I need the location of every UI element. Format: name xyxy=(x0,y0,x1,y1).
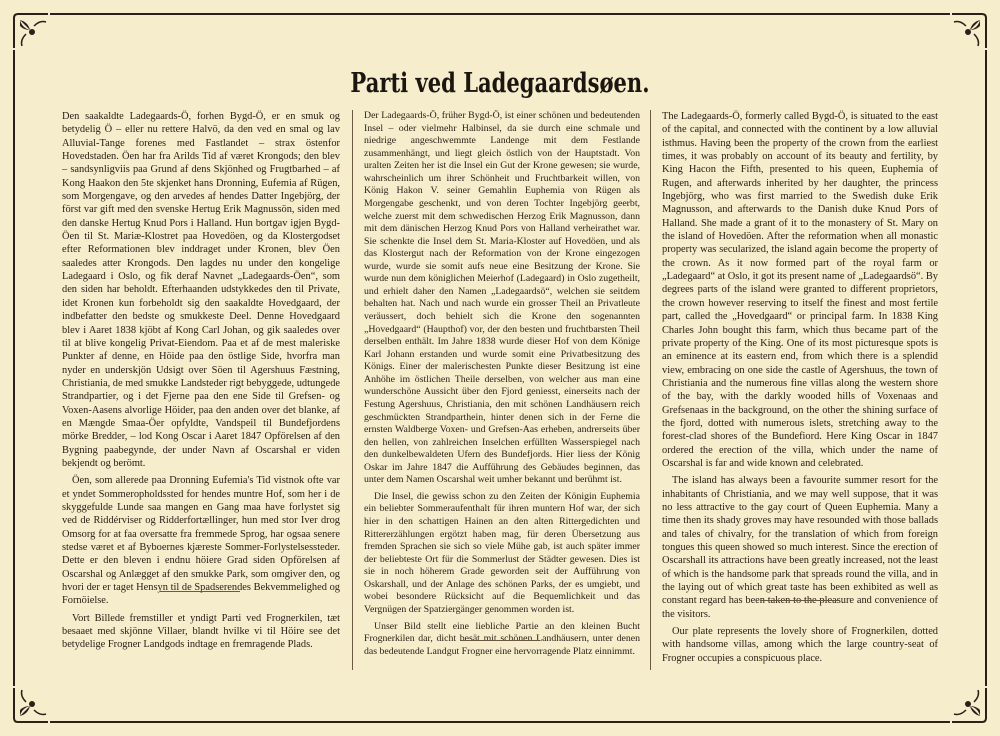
corner-ornament-icon xyxy=(12,12,50,50)
paragraph: Our plate represents the lovely shore of Frognerkilen, dotted with handsome villas, among which the large country-seat of Frogner occupies a conspicuous place. xyxy=(662,626,938,664)
paragraph: Öen, som allerede paa Dronning Eufemia's Tid vistnok ofte var et yndet Sommeropholdssted for hendes muntre Hof, som her i de skyggefulde Lunde saa mangen en Gang maa have forlystet sig ved de Riddérviser og Ridderfortællinger, hun med stor Iver drog Omsorg for at faa oversatte fra fremmede Sprog, har ogsaa senere stedse været et af Byboernes kjæreste Sommer-Forlystelsessteder. Dette er den bleven i endnu höiere Grad siden Opförelsen af Oscarshal og Anlægget af den smukke Park, som omgiver den, og hvori der er taget Hensyn til de Spadserendes Bekvemmelighed og Fornöielse. xyxy=(62,475,340,607)
column-divider xyxy=(352,110,353,670)
column-end-rule xyxy=(760,600,840,601)
paragraph: The island has always been a favourite summer resort for the inhabitants of Christiania, and we may well suppose, that it was no less attractive to the gay court of Queen Euphemia. Many a time then its shady groves may have resounded with those ballads and tales of chivalry, for the translation of which from foreign tongues this queen showed so much interest. Since the erection of Oscarshall its attractions have been greatly increased, not the least of which is the handsome park that spreads round the villa, and in the laying out of which great taste has been exhibited as well as constant regard has been taken to the pleasure and convenience of the visitors. xyxy=(662,475,938,620)
bottom-border-line xyxy=(50,721,950,723)
page-title: Parti ved Ladegaardsøen. xyxy=(350,68,650,99)
right-border-line xyxy=(985,50,987,686)
paragraph: Vort Billede fremstiller et yndigt Parti ved Frognerkilen, tæt besaaet med skjönne Villaer, blandt hvilke vi til Höire see det betydelige Frogner Landgods indtage en fremragende Plads. xyxy=(62,612,340,651)
german-text-column xyxy=(364,110,640,662)
paragraph: Der Ladegaards-Ö, früher Bygd-Ö, ist einer schönen und bedeutenden Insel – oder vielmehr Halbinsel, da sie durch eine schmale und niedrige angeschwemmte Landenge mit dem Festlande zusammenhängt, und liegt gleich östlich von der Hauptstadt. Von uralten Zeiten her ist die Insel ein Gut der Krone gewesen; sie wurde, wahrscheinlich um ihrer Schönheit und Fruchtbarkeit willen, von König Hakon V. seiner Gemahlin Euphemia von Rügen als Morgengabe geschenkt, und von deren Tochter Ingebjörg geerbt, welche zuerst mit dem schwedischen Herzog Erik Magnusson, dann mit dem dänischen Herzog Knud Pors von Halland verheirathet war. Sie schenkte die Insel dem St. Maria-Kloster auf Hovedöen, und als das Klostergut nach der Reformation von der Krone eingezogen wurde, wurde sie somit aufs neue eine Besitzung der Krone. Sie wurde nun dem königlichen Meierhof (Ladegaard) in Oslo zugetheilt, und erhielt daher den Namen „Ladegaardsö“, welchen sie seitdem behalten hat. Nach und nach wurde ein grosser Theil an Privatleute veräussert, doch behielt sich die Krone den sogenannten „Hovedgaard“ (Haupthof) vor, der den besten und fruchtbarsten Theil derselben enthält. Im Jahre 1838 wurde dieser Hof von dem Könige Karl Johann erstanden und wurde somit eine Privatbesitzung des Königs. Einer der malerischesten Punkte dieser Besitzung ist eine Anhöhe im östlichen Theile derselben, von welcher aus man eine wunderschöne Aussicht über den Fjord geniesst, einerseits nach der Festung Agershuus, Christiania, den mit schönen Landhäusern reich geschmückten Strandparthein, hinter denen sich in der Ferne die ernsten Waldberge Voxen- und Grefsen-Aas erheben, andrerseits über den hellen, von zahlreichen Inselchen erfüllten Wasserspiegel nach den dunkelbewaldeten Ufern des Bundefjords. Hier liess der König Oskar im Jahre 1847 die Aufführung des Gebäudes beginnen, das unter dem Namen Oscarshal weit umher bekannt und berühmt ist. xyxy=(364,110,640,486)
column-end-rule xyxy=(460,640,540,641)
paragraph: Unser Bild stellt eine liebliche Partie an den kleinen Bucht Frognerkilen dar, dicht besät mit schönen Landhäusern, unter denen das bedeutende Landgut Frogner eine hervorragende Platz einnimmt. xyxy=(364,620,640,657)
english-text-column xyxy=(662,110,938,669)
corner-ornament-icon xyxy=(950,12,988,50)
top-border-line xyxy=(50,13,950,15)
left-border-line xyxy=(13,50,15,686)
paragraph: The Ladegaards-Ö, formerly called Bygd-Ö, is situated to the east of the capital, and connected with the continent by a low alluvial isthmus. Having been the property of the crown from the earliest times, it was probably on account of its beauty and fertility, by King Hacon the Fifth, presented to his queen, Euphemia of Rugen, and afterwards inherited by her daughter, the princess Ingebjörg, who was first married to the Swedish duke Erik Magnusson, and afterwards to the Danish duke Knud Pors of Halland. She made a grant of it to the monastery of St. Mary on the island of Hovedöen. After the reformation when all monastic property was secularized, the island again become the property of the crown. As it now formed part of the royal farm or „Ladegaard“ at Oslo, it got its present name of „Ladegaardsö“. By degrees parts of the island were granted to different proprietors, the crown however reserving to itself the finest and most fertile part, called the „Hovedgaard“ or principal farm. In 1838 King Charles John bought this farm, which thus became part of the private property of the King. One of its most picturesque spots is an eminence at its eastern end, from which there is a splendid view, embracing on one side the castle of Agershuus, the town of Christiania and the numerous fine villas along the western shore of the bay, with the darkly wooded hills of Voxenaas and Grefsenaas in the background, on the other the shining surface of the fjord, dotted with numerous islets, stretching away to the forest-clad shores of the Bundefiord. Here King Oscar in 1847 ordered the erection of the villa, which under the name of Oscarshal is far and wide known and celebrated. xyxy=(662,111,938,469)
paragraph: Den saakaldte Ladegaards-Ö, forhen Bygd-Ö, er en smuk og betydelig Ö – eller nu rettere Halvö, da den ved en smal og lav Alluvial-Tange forenes med Fastlandet – strax östenfor Hovedstaden. Öen har fra Arilds Tid af været Krongods; den blev – sandsynligviis paa Grund af dens Skjönhed og Frugtbarhed – af Kong Haakon den 5te skjenket hans Dronning, Eufemia af Rügen, som Morgengave, og den arvedes af hendes Datter Ingebjörg, der först var gift med den svenske Hertug Erik Magnussön, siden med den danske Hertug Knud Pors i Halland. Hun bortgav igjen Bygd-Öen til St. Mariæ-Klostret paa Hovedöen, og da Klostergodset efter Reformationen blev inddraget under Kronen, blev Öen saaledes atter Krongods. Den lagdes nu under den kongelige Ladegaard i Oslo, og fik deraf Navnet „Ladegaards-Öen“, som den siden har beholdt. Efterhaanden udstykkedes den til Private, idet Kronen kun forbeholdt sig den saakaldte Hovedgaard, der indbefatter den bedste og smukkeste Deel. Denne Hovedgaard blev i Aaret 1838 kjöbt af Kong Carl Johan, og gik saaledes over til at blive kongelig Privat-Eiendom. Paa et af de mest maleriske Punkter af denne, en Höide paa den östlige Side, hvorfra man nyder en underskjön Udsigt over Söen til Agershuus Fæstning, Christiania, de med smukke Landsteder rigt bebyggede, udtungede Strandpartier, og i det Fjerne paa den ene Side til Grefsen- og Voxen-Aasens alvorlige Höider, paa den anden over det blanke, af en Mængde Smaa-Öer opfyldte, Vandspeil til Bundefjordens mörke Bredder, – lod Kong Oscar i Aaret 1847 Opförelsen af den Bygning paabegynde, der under Navn af Oscarshal er viden bekjendt og berömt. xyxy=(62,111,340,469)
paragraph: Die Insel, die gewiss schon zu den Zeiten der Königin Euphemia ein beliebter Sommeraufenthalt für ihren muntern Hof war, der sich hier in den schattigen Hainen an den alten Rittergedichten und Rittererzählungen ergötzt haben mag, für deren Übersetzung aus fremden Sprachen sie sich so viele Mühe gab, ist auch später immer der beliebteste Ort für die Sommerlust der Städter gewesen. Dies ist sie in noch höherem Grade geworden seit der Aufführung von Oskarshall, und der Anlage des schönen Parks, der es umgiebt, und wobei besondere Rücksicht auf die Bequemlichkeit und das Vergnügen der Spatziergänger genommen worden ist. xyxy=(364,490,640,615)
corner-ornament-icon xyxy=(950,686,988,724)
danish-text-column xyxy=(62,110,340,656)
column-divider xyxy=(650,110,651,670)
column-end-rule xyxy=(160,591,240,592)
corner-ornament-icon xyxy=(12,686,50,724)
